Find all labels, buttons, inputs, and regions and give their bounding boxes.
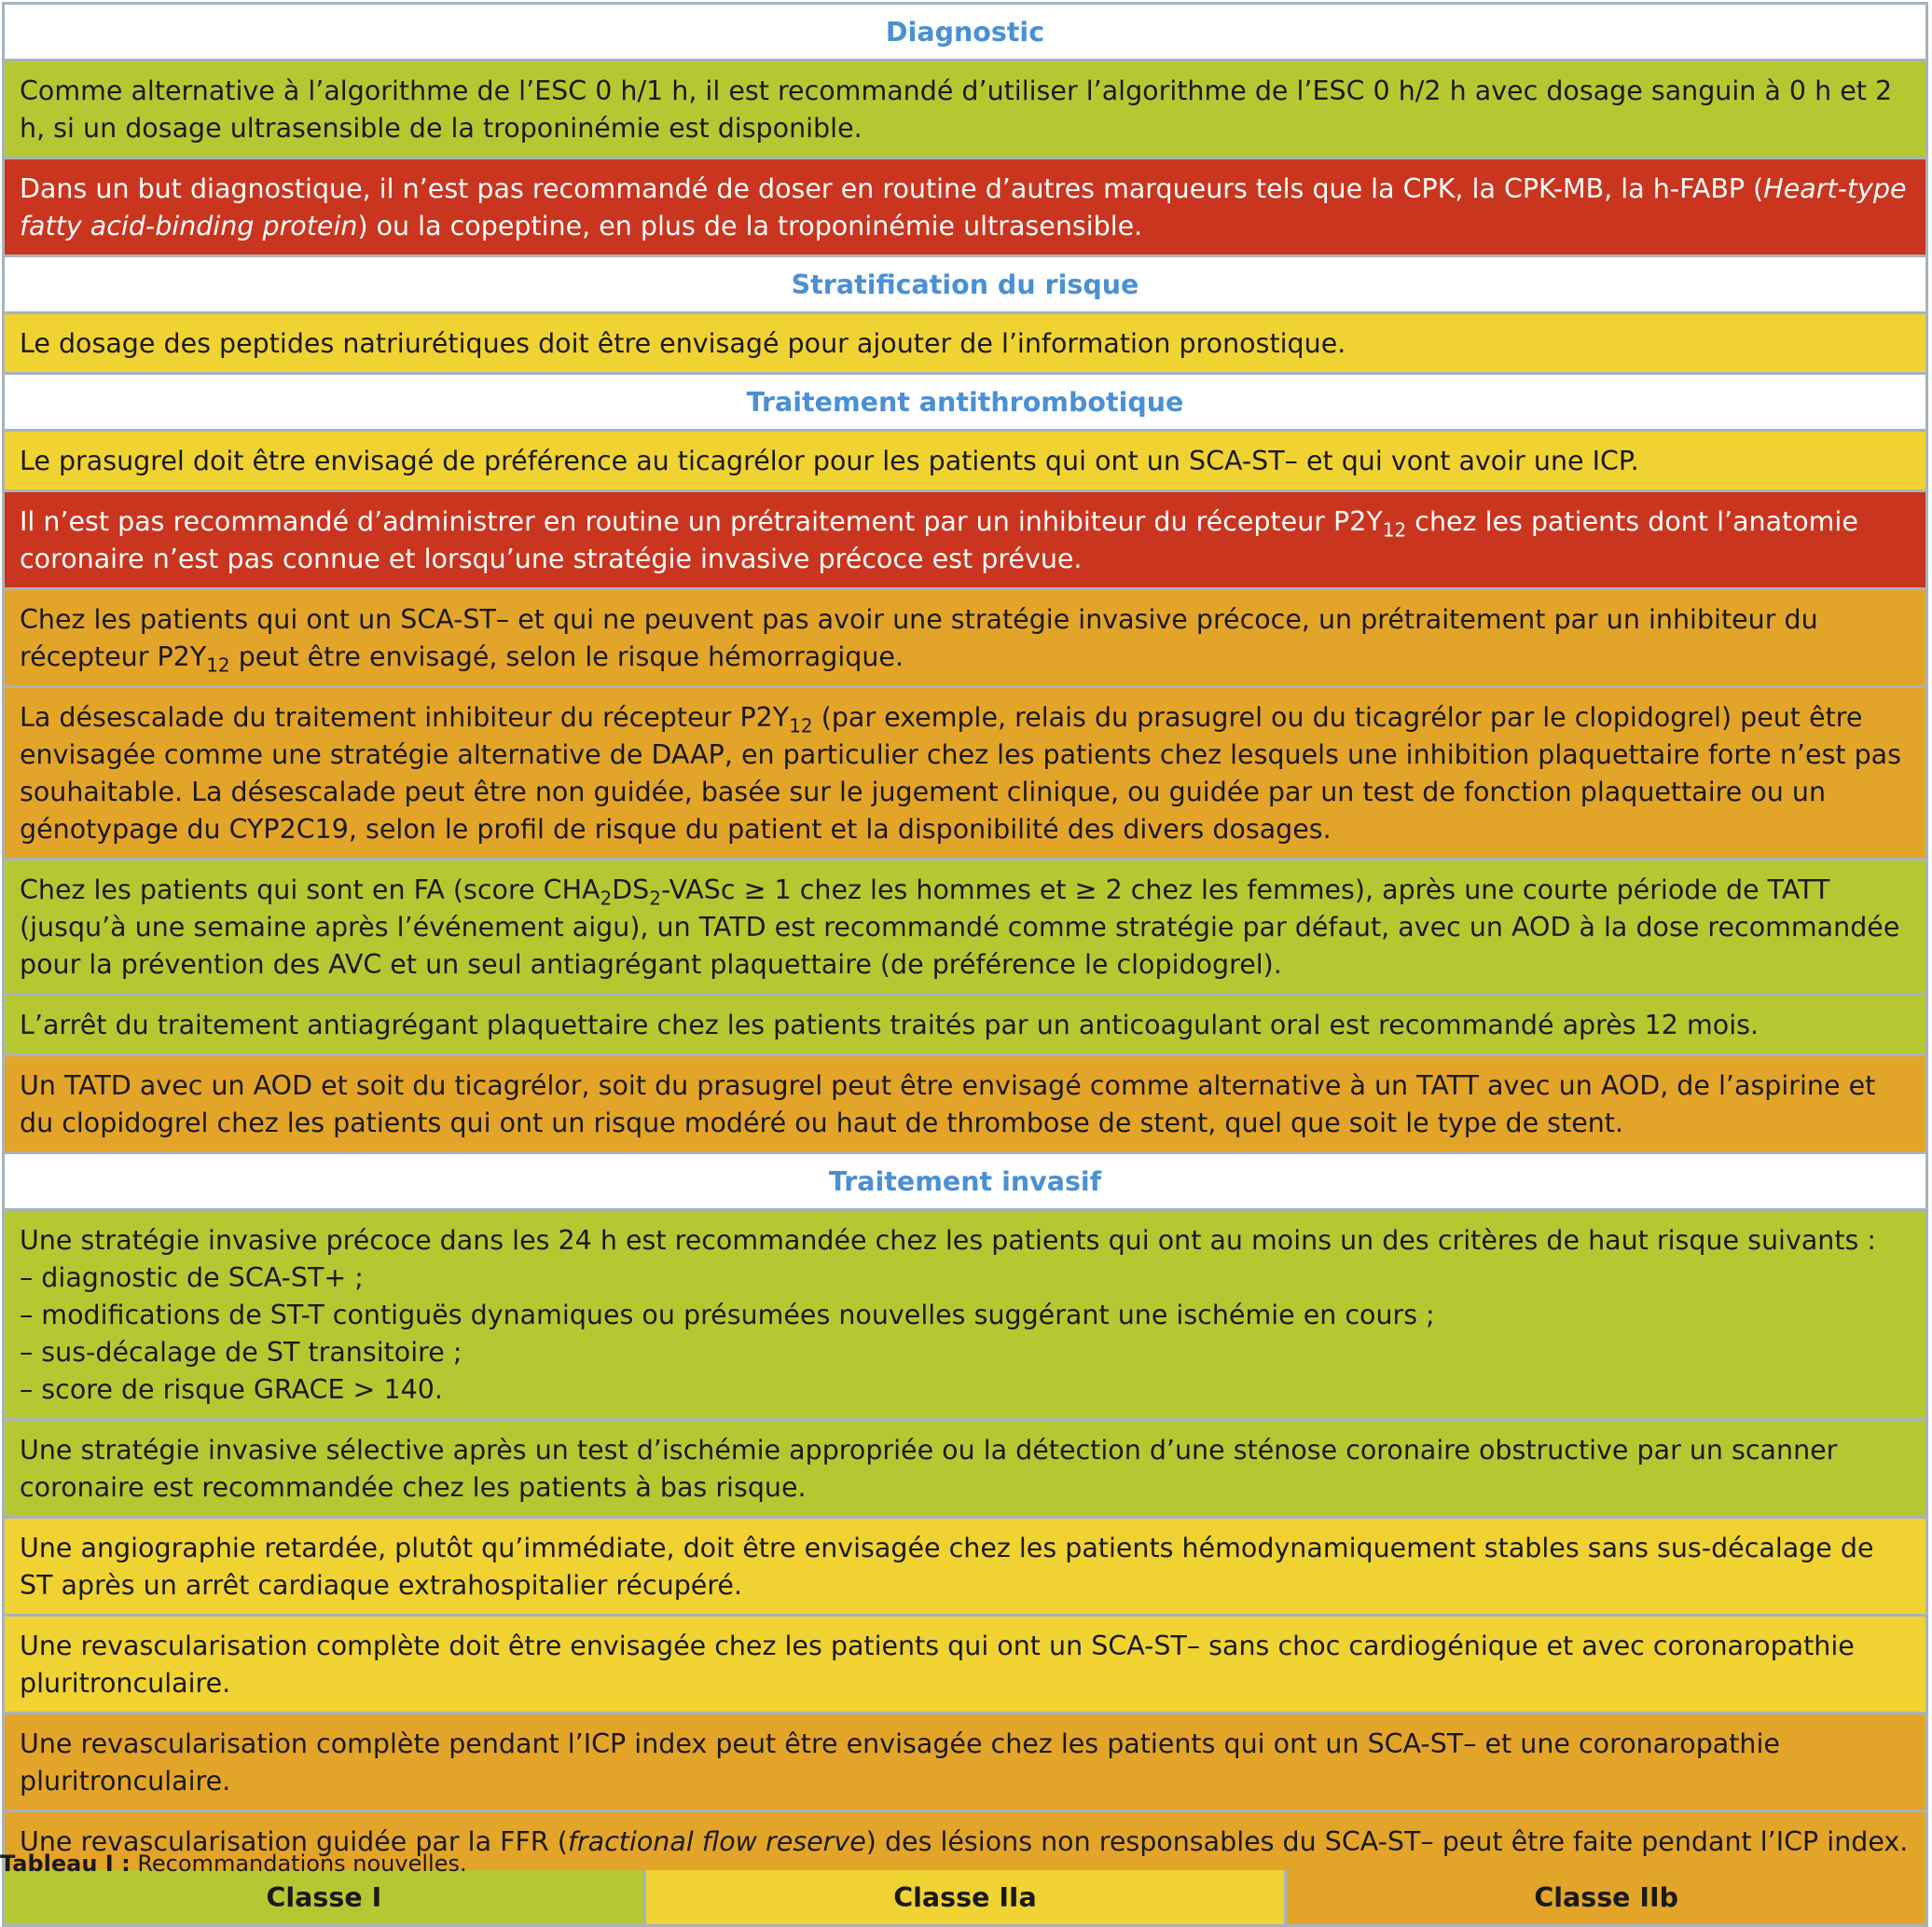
legend-class-2b: Classe IIb	[1287, 1870, 1925, 1924]
recommendation-text: 2	[600, 887, 613, 910]
recommendation-text: (par exemple, relais du prasugrel ou du ticagrélor par le clopidogrel) peut être envisagée comme une stratégie alternative de DAAP, en particulier chez les patients chez lesquels une inhibition plaquettaire forte n’est pas souhaitable. La désescalade peut être non guidée, basée sur le jugement clinique, ou guidée par un test de fonction plaquettaire ou un génotypage du CYP2C19, selon le profil de risque du patient et la disponibilité des divers dosages.	[20, 702, 1911, 845]
recommendation-text: 12	[789, 714, 813, 737]
recommendation-text: ) des lésions non responsables du SCA-ST– peut être faite pendant l’ICP index.	[865, 1826, 1909, 1857]
recommendation-text: Une stratégie invasive précoce dans les 24 h est recommandée chez les patients qui ont au moins un des critères de haut risque suivants : – diagnostic de SCA-ST+ ; – modifications de ST-T contiguës dynamiques ou présumées nouvelles suggérant une ischémie en cours ; – sus-décalage de ST transitoire ; – score de risque GRACE > 140.	[20, 1225, 1877, 1405]
recommendation-text: Chez les patients qui sont en FA (score CHA	[20, 874, 600, 905]
table-body	[5, 5, 1925, 1870]
recommendation-row	[5, 492, 1925, 590]
recommendation-text: La désescalade du traitement inhibiteur du récepteur P2Y	[20, 702, 790, 733]
recommendation-text: Une revascularisation complète doit être envisagée chez les patients qui ont un SCA-ST– sans choc cardiogénique et avec coronaropathie pluritronculaire.	[20, 1631, 1863, 1699]
recommendation-row	[5, 1519, 1925, 1617]
section-header: Traitement invasif	[5, 1154, 1925, 1211]
recommendation-text: Une revascularisation complète pendant l’ICP index peut être envisagée chez les patients qui ont un SCA-ST– et une coronaropathie pluritronculaire.	[20, 1728, 1789, 1796]
recommendation-text: 12	[1382, 518, 1407, 542]
recommendation-row	[5, 314, 1925, 375]
recommendation-text: DS	[612, 874, 650, 905]
recommendation-text: peut être envisagé, selon le risque hémorragique.	[229, 641, 904, 672]
recommendation-row	[5, 688, 1925, 860]
recommendation-text: Un TATD avec un AOD et soit du ticagrélor, soit du prasugrel peut être envisagé comme alternative à un TATT avec un AOD, de l’aspirine et du clopidogrel chez les patients qui ont un risque modéré ou haut de thrombose de stent, quel que soit le type de stent.	[20, 1070, 1884, 1138]
recommendation-text: Une stratégie invasive sélective après un test d’ischémie appropriée ou la détection d’une sténose coronaire obstructive par un scanner coronaire est recommandée chez les patients à bas risque.	[20, 1435, 1846, 1503]
recommendation-row	[5, 1056, 1925, 1154]
recommendation-row	[5, 1211, 1925, 1421]
recommendation-row	[5, 159, 1925, 257]
table-caption	[0, 1851, 467, 1877]
recommendation-text: Comme alternative à l’algorithme de l’ESC 0 h/1 h, il est recommandé d’utiliser l’algorithme de l’ESC 0 h/2 h avec dosage sanguin à 0 h et 2 h, si un dosage ultrasensible de la troponinémie est disponible.	[20, 76, 1901, 144]
recommendation-text: 12	[206, 654, 230, 677]
recommendation-text: -VASc ≥ 1 chez les hommes et ≥ 2 chez les femmes), après une courte période de TATT (jusqu’à une semaine après l’événement aigu), un TATD est recommandé comme stratégie par défaut, avec un AOD à la dose recommandée pour la prévention des AVC et un seul antiagrégant plaquettaire (de préférence le clopidogrel).	[20, 874, 1909, 980]
section-header: Traitement antithrombotique	[5, 375, 1925, 432]
recommendation-text: Le dosage des peptides natriurétiques doit être envisagé pour ajouter de l’information pronostique.	[20, 328, 1346, 359]
recommendation-text: Une angiographie retardée, plutôt qu’immédiate, doit être envisagée chez les patients hémodynamiquement stables sans sus-décalage de ST après un arrêt cardiaque extrahospitalier récupéré.	[20, 1533, 1883, 1601]
recommendation-row	[5, 62, 1925, 159]
legend-class-2a: Classe IIa	[646, 1870, 1288, 1924]
recommendation-text: Le prasugrel doit être envisagé de préférence au ticagrélor pour les patients qui ont un SCA-ST– et qui vont avoir une ICP.	[20, 446, 1639, 476]
caption-text: Recommandations nouvelles.	[130, 1851, 467, 1877]
recommendation-text: Chez les patients qui ont un SCA-ST– et qui ne peuvent pas avoir une stratégie invasive précoce, un prétraitement par un inhibiteur du récepteur P2Y	[20, 604, 1827, 672]
recommendation-text: Heart-type fatty acid-binding protein	[20, 173, 1907, 241]
section-header: Diagnostic	[5, 5, 1925, 62]
recommendation-text: ) ou la copeptine, en plus de la troponinémie ultrasensible.	[357, 211, 1143, 241]
recommendation-row	[5, 860, 1925, 996]
recommendation-row	[5, 996, 1925, 1056]
recommendation-text: fractional flow reserve	[567, 1826, 866, 1857]
recommendation-text: Une revascularisation guidée par la FFR (	[20, 1826, 568, 1857]
recommendation-text: 2	[649, 887, 662, 910]
recommendation-row	[5, 590, 1925, 688]
recommendation-row	[5, 432, 1925, 492]
recommendation-row	[5, 1714, 1925, 1812]
recommendation-text: Dans un but diagnostique, il n’est pas recommandé de doser en routine d’autres marqueurs tels que la CPK, la CPK-MB, la h-FABP (	[20, 173, 1764, 204]
recommendation-text: Il n’est pas recommandé d’administrer en routine un prétraitement par un inhibiteur du récepteur P2Y	[20, 506, 1383, 537]
recommendations-table	[2, 2, 1928, 1927]
recommendation-text: L’arrêt du traitement antiagrégant plaquettaire chez les patients traités par un anticoagulant oral est recommandé après 12 mois.	[20, 1010, 1760, 1040]
section-header: Stratification du risque	[5, 257, 1925, 314]
recommendation-row	[5, 1617, 1925, 1714]
recommendation-row	[5, 1421, 1925, 1519]
recommendation-text: chez les patients dont l’anatomie coronaire n’est pas connue et lorsqu’une stratégie invasive précoce est prévue.	[20, 506, 1867, 574]
legend-class-1: Classe I	[5, 1870, 646, 1924]
caption-label: Tableau I :	[0, 1851, 131, 1877]
